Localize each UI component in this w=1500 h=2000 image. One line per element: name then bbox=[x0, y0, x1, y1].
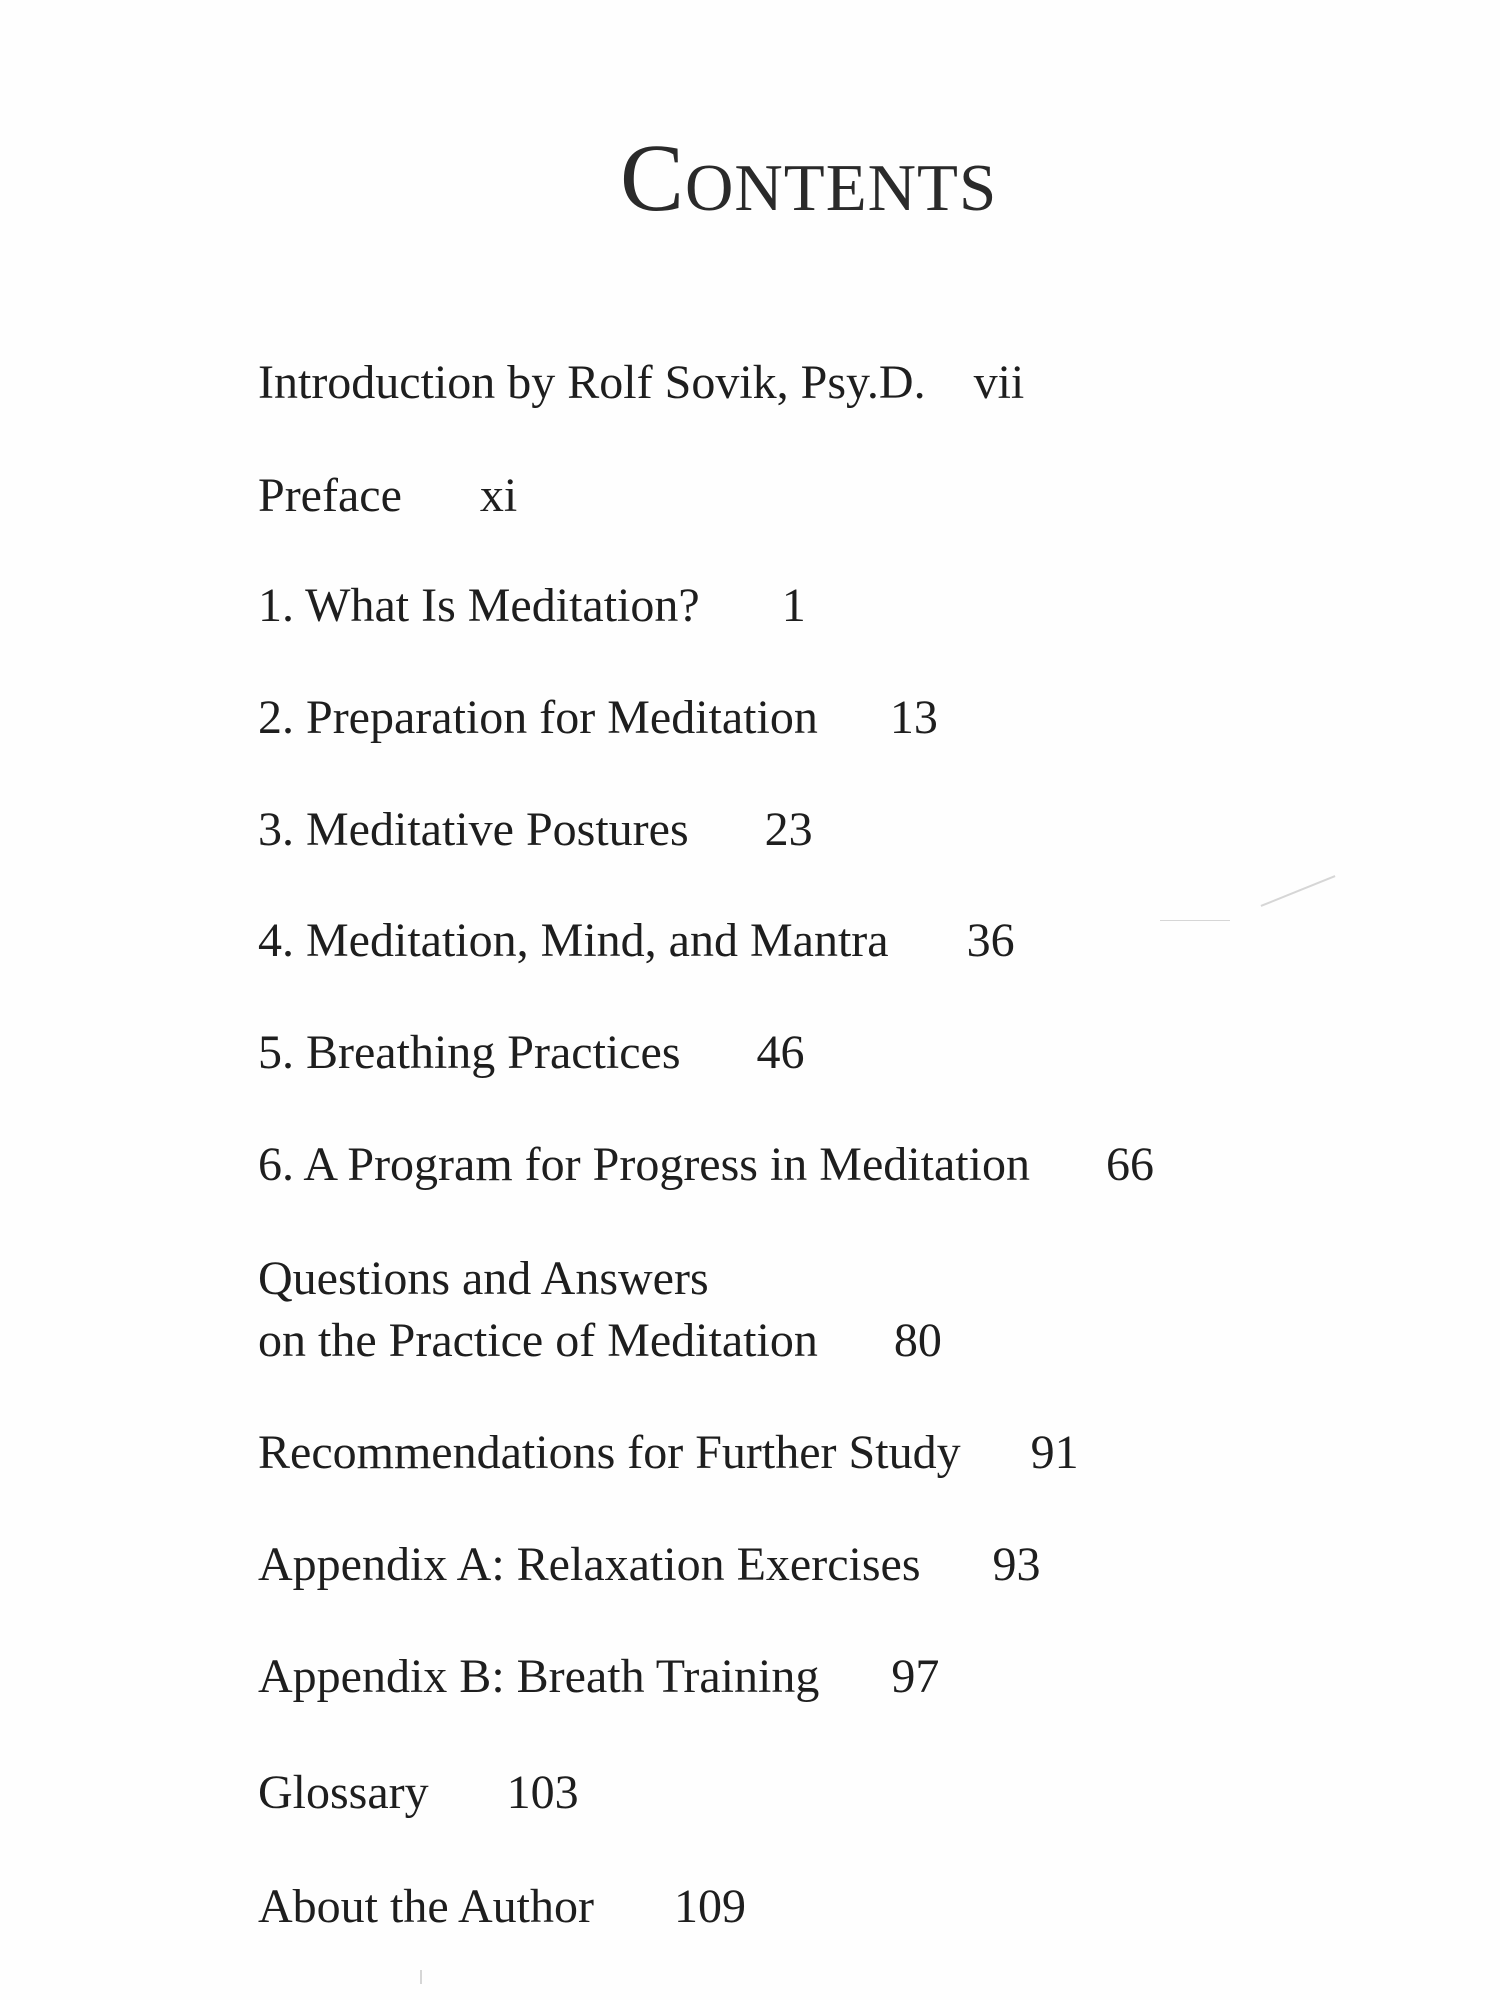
toc-entry-chapter-3 bbox=[258, 799, 813, 861]
toc-entry-glossary bbox=[258, 1762, 579, 1824]
toc-entry-page: 66 bbox=[1105, 1138, 1154, 1191]
toc-entry-appendix-a bbox=[258, 1534, 1041, 1596]
toc-entry-label: Glossary bbox=[258, 1766, 429, 1819]
toc-entry-page: 80 bbox=[893, 1314, 942, 1367]
toc-entry-chapter-1 bbox=[258, 575, 806, 637]
paper-speck bbox=[420, 1970, 422, 1984]
toc-entry-page: 13 bbox=[889, 691, 938, 744]
toc-entry-label: 1. What Is Meditation? bbox=[258, 579, 700, 632]
toc-entry-chapter-4 bbox=[258, 910, 1015, 972]
toc-entry-label: Appendix B: Breath Training bbox=[258, 1650, 820, 1703]
toc-entry-page: vii bbox=[973, 356, 1025, 409]
toc-entry-label: 4. Meditation, Mind, and Mantra bbox=[258, 914, 889, 967]
toc-entry-questions-and-answers bbox=[258, 1248, 942, 1372]
toc-entry-label: 2. Preparation for Meditation bbox=[258, 691, 818, 744]
toc-entry-page: xi bbox=[479, 469, 518, 522]
toc-entry-introduction bbox=[258, 352, 1024, 414]
toc-entry-label: 3. Meditative Postures bbox=[258, 803, 689, 856]
toc-entry-page: 23 bbox=[764, 803, 813, 856]
toc-entry-label: Preface bbox=[258, 469, 402, 522]
paper-scratch bbox=[1261, 875, 1336, 907]
toc-entry-label-line-1: Questions and Answers bbox=[258, 1252, 709, 1305]
toc-entry-appendix-b bbox=[258, 1646, 939, 1708]
toc-entry-page: 1 bbox=[781, 579, 806, 632]
toc-entry-label: Recommendations for Further Study bbox=[258, 1426, 961, 1479]
page-title: Contents bbox=[620, 124, 998, 231]
toc-entry-recommendations bbox=[258, 1422, 1079, 1484]
toc-entry-page: 36 bbox=[966, 914, 1015, 967]
toc-entry-chapter-2 bbox=[258, 687, 938, 749]
toc-entry-label: 5. Breathing Practices bbox=[258, 1026, 681, 1079]
paper-scratch bbox=[1160, 920, 1230, 921]
toc-entry-chapter-5 bbox=[258, 1022, 805, 1084]
toc-entry-label-line-2: on the Practice of Meditation bbox=[258, 1314, 818, 1367]
toc-entry-page: 103 bbox=[506, 1766, 579, 1819]
toc-entry-label: About the Author bbox=[258, 1880, 594, 1933]
toc-entry-page: 97 bbox=[891, 1650, 940, 1703]
toc-entry-label: 6. A Program for Progress in Meditation bbox=[258, 1138, 1030, 1191]
toc-entry-label: Introduction by Rolf Sovik, Psy.D. bbox=[258, 356, 926, 409]
toc-entry-page: 91 bbox=[1030, 1426, 1079, 1479]
toc-entry-page: 93 bbox=[992, 1538, 1041, 1591]
toc-entry-about-the-author bbox=[258, 1876, 746, 1938]
toc-entry-page: 46 bbox=[756, 1026, 805, 1079]
toc-entry-chapter-6 bbox=[258, 1134, 1154, 1196]
toc-entry-preface bbox=[258, 465, 517, 527]
toc-entry-page: 109 bbox=[673, 1880, 746, 1933]
toc-entry-label: Appendix A: Relaxation Exercises bbox=[258, 1538, 921, 1591]
